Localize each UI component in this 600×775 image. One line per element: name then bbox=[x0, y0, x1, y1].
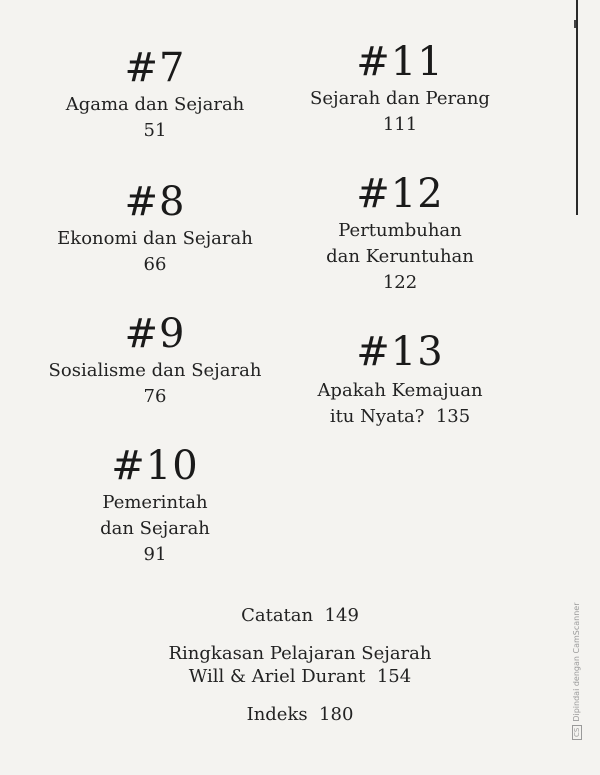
chapter-title-line-1: Pertumbuhan bbox=[338, 220, 462, 241]
chapter-number: #7 bbox=[124, 45, 186, 91]
toc-summary-line-1: Ringkasan Pelajaran Sejarah bbox=[168, 643, 432, 664]
chapter-number: #9 bbox=[124, 311, 186, 357]
scanner-watermark bbox=[572, 602, 582, 740]
toc-entry-7 bbox=[55, 46, 255, 144]
toc-entry-11 bbox=[300, 40, 500, 138]
chapter-number: #12 bbox=[356, 171, 444, 217]
chapter-title-line-1: Pemerintah bbox=[102, 492, 208, 513]
chapter-page: 66 bbox=[143, 254, 167, 275]
chapter-page: 111 bbox=[382, 114, 418, 135]
chapter-title: Sosialisme dan Sejarah bbox=[48, 360, 262, 381]
chapter-title: Ekonomi dan Sejarah bbox=[57, 228, 253, 249]
toc-entry-9 bbox=[45, 312, 265, 410]
page-binding-edge bbox=[576, 0, 578, 215]
chapter-number: #10 bbox=[111, 443, 199, 489]
chapter-page: 76 bbox=[143, 386, 167, 407]
page-binding-mark bbox=[574, 20, 576, 28]
toc-entry-8 bbox=[45, 180, 265, 278]
chapter-title-line-2: dan Keruntuhan bbox=[326, 246, 474, 267]
chapter-number: #11 bbox=[356, 39, 444, 85]
toc-index: Indeks 180 bbox=[246, 704, 354, 725]
chapter-title-line-2: dan Sejarah bbox=[100, 518, 210, 539]
chapter-number: #13 bbox=[356, 329, 444, 375]
chapter-title: Sejarah dan Perang bbox=[310, 88, 490, 109]
chapter-title-line-2-with-page: itu Nyata? 135 bbox=[329, 406, 471, 427]
chapter-title: Agama dan Sejarah bbox=[65, 94, 245, 115]
toc-entry-10 bbox=[55, 444, 255, 568]
toc-notes: Catatan 149 bbox=[241, 605, 359, 626]
toc-summary-line-2: Will & Ariel Durant 154 bbox=[188, 666, 412, 687]
chapter-page: 51 bbox=[143, 120, 167, 141]
chapter-title-line-1: Apakah Kemajuan bbox=[317, 380, 483, 401]
toc-entry-13 bbox=[300, 330, 500, 430]
toc-entry-12 bbox=[300, 172, 500, 296]
chapter-page: 91 bbox=[143, 544, 167, 565]
camscanner-logo: CS bbox=[572, 725, 582, 740]
chapter-number: #8 bbox=[124, 179, 186, 225]
watermark-text: Dipindai dengan CamScanner bbox=[572, 602, 581, 722]
chapter-page: 122 bbox=[382, 272, 418, 293]
